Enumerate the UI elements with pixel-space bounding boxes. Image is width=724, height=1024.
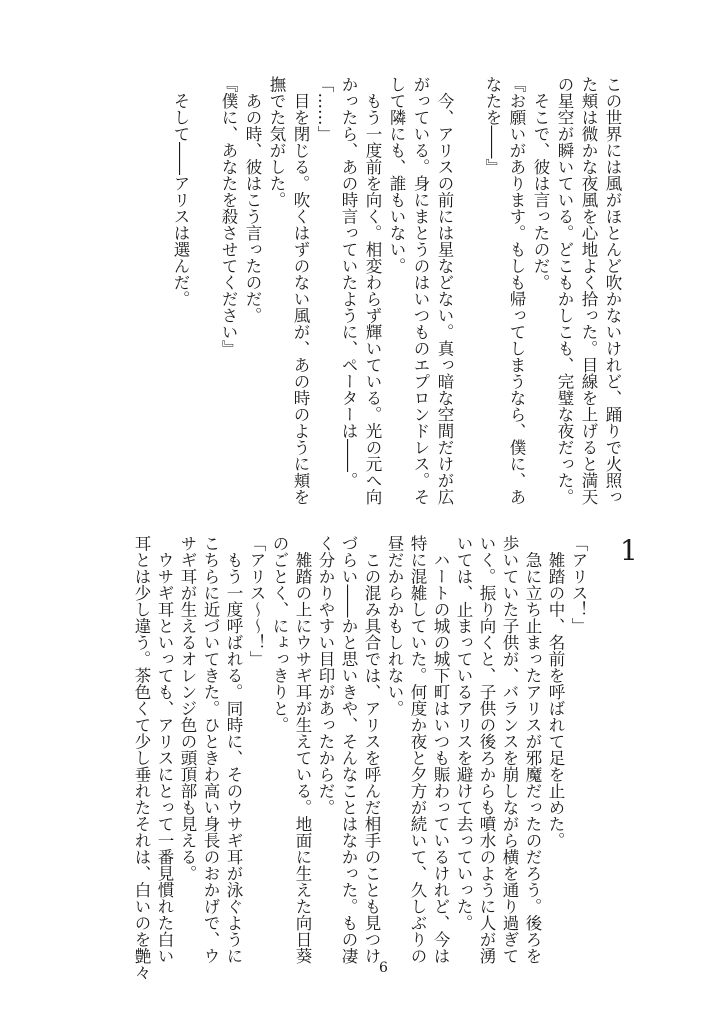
text-line: こちらに近づいてきた。ひときわ高い身長のおかげで、ウ <box>201 535 220 964</box>
text-line: もう一度前を向く。相変わらず輝いている。光の元へ向 <box>363 76 382 505</box>
text-line: いては、止まっているアリスを避けて去っていった。 <box>454 535 473 931</box>
page-number: 6 <box>379 960 388 976</box>
text-line: ハートの城の城下町はいつも賑わっているけれど、今は <box>431 535 450 964</box>
text-line: 「アリス～～！」 <box>247 535 266 667</box>
text-line: サギ耳が生えるオレンジ色の頭頂部も見える。 <box>178 535 197 882</box>
text-line <box>456 76 480 491</box>
text-line: 「アリス！」 <box>569 535 588 634</box>
text-line: この混み具合では、アリスを呼んだ相手のことも見つけ <box>362 535 381 964</box>
chapter-heading: 1 <box>620 534 638 567</box>
text-line: して隣にも、誰もいない。 <box>387 76 406 274</box>
text-line: もう一度呼ばれる。同時に、そのウサギ耳が泳ぐように <box>224 535 243 964</box>
text-line: 「……」 <box>315 76 334 142</box>
text-line: がっている。身にまとうのはいつものエプロンドレス。そ <box>411 76 430 505</box>
text-line: 急に立ち止まったアリスが邪魔だったのだろう。後ろを <box>523 535 542 964</box>
text-line: 歩いていた子供が、バランスを崩しながら横を通り過ぎて <box>500 535 519 964</box>
text-line: 特に混雑していた。何度か夜と夕方が続いて、久しぶりの <box>408 535 427 964</box>
text-line: 耳とは少し違う。茶色くて少し垂れたそれは、白いのを艶々 <box>132 535 151 981</box>
text-line: く分かりやすい目印があったからだ。 <box>316 535 335 816</box>
text-line: た頬は微かな夜風を心地よく拾った。目線を上げると満天 <box>579 76 598 505</box>
text-line: ウサギ耳といっても、アリスにとって一番見慣れた白い <box>155 535 174 964</box>
text-line: そして――アリスは選んだ。 <box>171 76 190 307</box>
text-line: 『僕に、あなたを殺させてください』 <box>219 76 238 357</box>
text-line: 目を閉じる。吹くはずのない風が、あの時のように頬を <box>291 76 310 505</box>
text-line: 昼だからかもしれない。 <box>385 535 404 717</box>
text-line: そこで、彼は言ったのだ。 <box>531 76 550 291</box>
text-line: あの時、彼はこう言ったのだ。 <box>243 76 262 324</box>
text-line: 雑踏の中、名前を呼ばれて足を止めた。 <box>546 535 565 849</box>
text-line: の星空が瞬いている。どこもかしこも、完璧な夜だった。 <box>555 76 574 505</box>
text-line: 今、アリスの前には星などない。真っ暗な空間だけが広 <box>435 76 454 505</box>
text-line <box>192 76 216 491</box>
text-line: いく。振り向くと、子供の後ろからも噴水のように人が湧 <box>477 535 496 964</box>
text-line: なたを――』 <box>483 76 502 175</box>
chapter-text <box>130 535 590 981</box>
text-line: のごとく、にょっきりと。 <box>270 535 289 733</box>
prologue-text <box>168 76 624 505</box>
text-line: かったら、あの時言っていたように、ペーターは――。 <box>339 76 358 489</box>
text-line: 雑踏の上にウサギ耳が生えている。地面に生えた向日葵 <box>293 535 312 964</box>
text-line: この世界には風がほとんど吹かないけれど、踊りで火照っ <box>603 76 622 505</box>
text-line: 『お願いがあります。もしも帰ってしまうなら、僕に、あ <box>507 76 526 505</box>
text-line: づらい――かと思いきや、そんなことはなかった。もの凄 <box>339 535 358 964</box>
text-line: 撫でた気がした。 <box>267 76 286 208</box>
